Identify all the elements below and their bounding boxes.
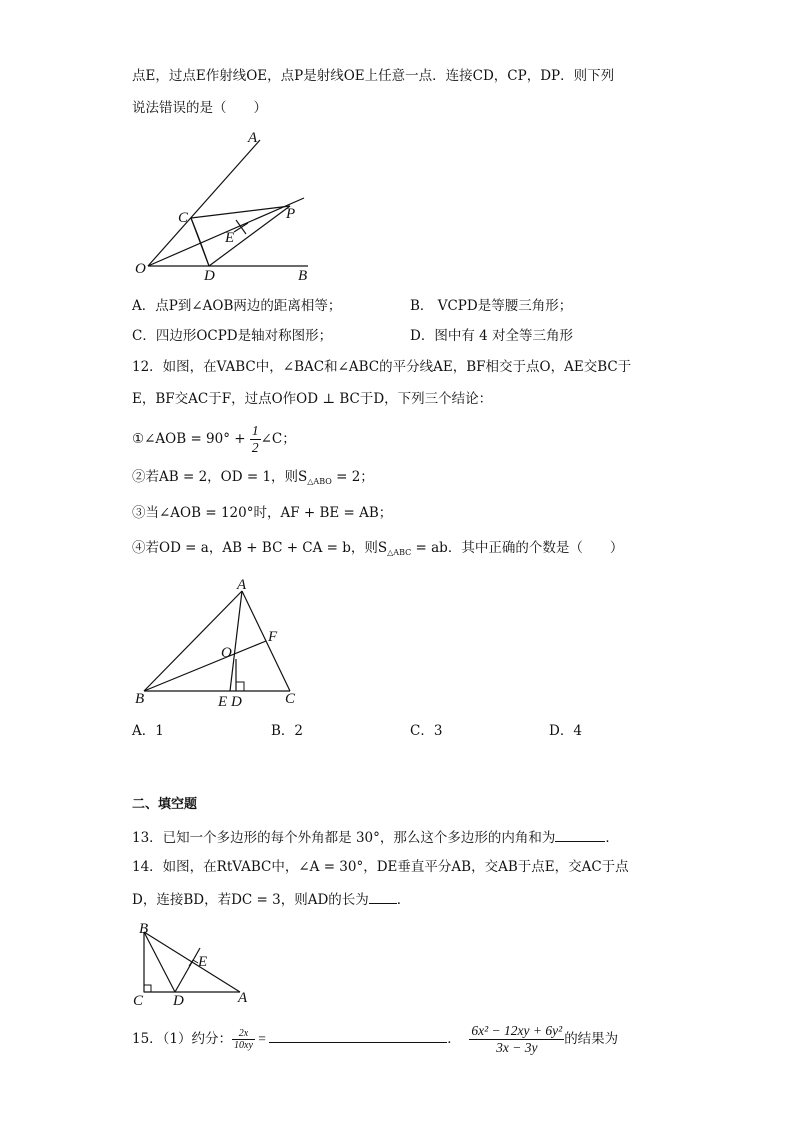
q12-option-a[interactable]: A．1 <box>132 723 164 739</box>
q14-text: D，连接BD，若DC = 3，则AD的长为 <box>132 892 369 908</box>
q13-answer-blank[interactable] <box>555 827 605 842</box>
segment-cp <box>191 206 290 218</box>
c1-fraction <box>250 423 261 456</box>
q13-text: 13．已知一个多边形的每个外角都是 30°，那么这个多边形的内角和为 <box>132 830 556 846</box>
c1-frac-den: 2 <box>251 440 259 455</box>
c1-prefix: ①∠AOB = 90° + <box>132 431 250 447</box>
c2-sub: △ABO <box>307 477 332 486</box>
q12-line1: 12．如图，在VABC中，∠BAC和∠ABC的平分线AE，BF相交于点O，AE交BC于 <box>132 359 632 375</box>
label-c: C <box>133 993 144 1008</box>
q14-figure <box>130 920 265 1008</box>
ray-oa <box>148 140 260 266</box>
q11-option-d[interactable]: D．图中有 4 对全等三角形 <box>410 328 573 344</box>
q13-end: ． <box>605 830 619 846</box>
q15-dot: ． <box>447 1031 461 1047</box>
q15-answer-blank-1[interactable] <box>269 1028 447 1043</box>
q12-conclusion-2 <box>132 467 374 492</box>
q12-option-b[interactable]: B．2 <box>271 723 304 739</box>
label-d: D <box>231 694 242 710</box>
label-o: O <box>135 261 146 277</box>
q12-option-d[interactable]: D．4 <box>549 723 582 739</box>
label-b: B <box>139 921 149 937</box>
c4-end: = ab．其中正确的个数是（ ） <box>411 540 624 556</box>
label-d: D <box>173 993 184 1008</box>
q14-end: ． <box>396 892 411 908</box>
q12-conclusion-1 <box>132 422 296 456</box>
label-e: E <box>198 954 208 970</box>
c4-sub: △ABC <box>387 548 412 557</box>
q15-f2-den: 3x − 3y <box>496 1040 538 1055</box>
q12-conclusion-4 <box>132 538 623 563</box>
label-a: A <box>238 990 248 1006</box>
q14-line1: 14．如图，在RtVABC中，∠A = 30°，DE垂直平分AB，交AB于点E，交AC于点 <box>132 859 629 875</box>
q15-prefix: 15．（1）约分： <box>132 1031 233 1047</box>
label-c: C <box>178 210 189 226</box>
q15-f1-num: 2x <box>232 1028 255 1040</box>
q11-line2: 说法错误的是（ ） <box>132 100 267 116</box>
q11-option-b[interactable]: B． VCPD是等腰三角形； <box>410 298 573 314</box>
label-b: B <box>298 268 308 283</box>
q15-eq: = <box>254 1031 270 1046</box>
q12-line2: E，BF交AC于F，过点O作OD ⊥ BC于D，下列三个结论： <box>132 391 493 407</box>
q14-answer-blank[interactable] <box>369 889 397 904</box>
q15-fraction-1 <box>232 1028 255 1051</box>
q14-line2 <box>132 889 410 910</box>
c2-text: ②若AB = 2，OD = 1，则S <box>132 469 308 485</box>
c2-end: = 2； <box>331 469 374 485</box>
label-p: P <box>286 206 296 222</box>
q15-f1-den: 10xy <box>234 1040 253 1051</box>
q12-figure <box>130 575 310 710</box>
label-o: O <box>221 645 232 661</box>
c1-frac-num: 1 <box>251 423 259 438</box>
label-c: C <box>285 691 296 707</box>
bisector-de <box>175 948 200 992</box>
label-e: E <box>225 230 235 246</box>
q15-line <box>132 1018 618 1060</box>
segment-dp <box>209 206 290 266</box>
bisector-bf <box>144 641 266 691</box>
right-angle-mark <box>236 682 244 691</box>
q12-option-c[interactable]: C．3 <box>410 723 443 739</box>
q13-line <box>132 827 619 848</box>
arc-cd <box>191 218 209 266</box>
c1-suffix: ∠C； <box>260 431 296 447</box>
q11-line1: 点E，过点E作射线OE，点P是射线OE上任意一点．连接CD，CP，DP．则下列 <box>132 68 615 84</box>
label-a: A <box>237 577 247 593</box>
right-angle-c <box>144 985 151 992</box>
q15-fraction-2 <box>469 1023 564 1056</box>
q12-conclusion-3: ③当∠AOB = 120°时，AF + BE = AB； <box>132 505 393 521</box>
section-heading: 二、填空题 <box>132 797 198 812</box>
label-d: D <box>204 268 215 283</box>
q15-f2-num: 6x² − 12xy + 6y² <box>471 1023 563 1038</box>
label-b: B <box>135 691 145 707</box>
q11-figure <box>130 128 330 283</box>
q11-option-c[interactable]: C．四边形OCPD是轴对称图形； <box>132 328 333 344</box>
label-f: F <box>268 629 278 645</box>
label-e: E <box>218 694 228 710</box>
label-a: A <box>248 130 258 146</box>
q11-option-a[interactable]: A．点P到∠AOB两边的距离相等； <box>132 298 342 314</box>
q15-suffix: 的结果为 <box>564 1031 619 1047</box>
side-ab <box>144 591 242 691</box>
c4-text: ④若OD = a，AB + BC + CA = b，则S <box>132 540 388 556</box>
